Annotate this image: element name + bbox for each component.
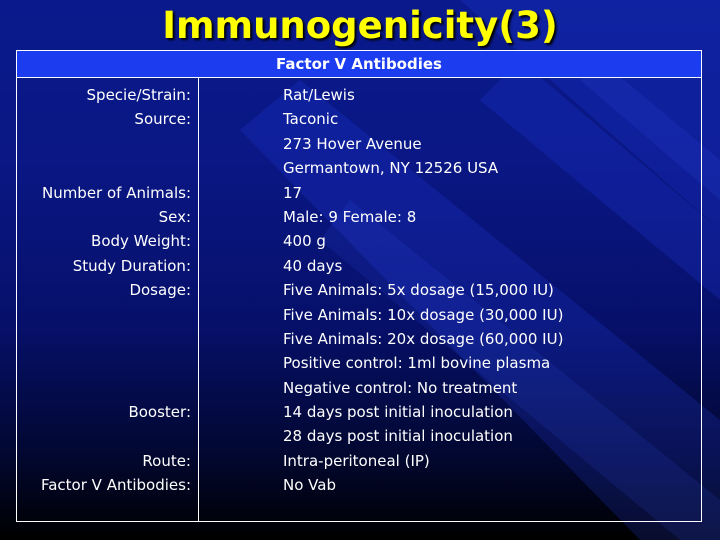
- value-dosage-20x: Five Animals: 20x dosage (60,000 IU): [283, 329, 564, 348]
- value-source: Taconic: [283, 110, 339, 129]
- label-blank: [41, 132, 191, 156]
- value-booster-28-days: 28 days post initial inoculation: [283, 427, 513, 446]
- label-booster: Booster:: [128, 403, 191, 422]
- label-blank: [41, 303, 191, 327]
- value-dosage-5x: Five Animals: 5x dosage (15,000 IU): [283, 281, 554, 300]
- value-booster-14-days: 14 days post initial inoculation: [283, 403, 513, 422]
- label-column: [41, 83, 191, 498]
- label-specie-strain: Specie/Strain:: [86, 86, 191, 104]
- value-address: 273 Hover Avenue: [283, 134, 422, 153]
- value-city: Germantown, NY 12526 USA: [283, 159, 499, 178]
- label-number-of-animals: Number of Animals:: [41, 183, 191, 202]
- label-blank: [41, 327, 191, 351]
- label-blank: [41, 156, 191, 180]
- info-table: [16, 50, 702, 522]
- label-blank: [41, 376, 191, 400]
- label-route: Route:: [142, 451, 191, 470]
- table-header: Factor V Antibodies: [17, 51, 701, 78]
- label-blank: [41, 424, 191, 448]
- label-sex: Sex:: [158, 207, 191, 226]
- value-negative-control: Negative control: No treatment: [283, 378, 518, 397]
- label-dosage: Dosage:: [129, 281, 191, 300]
- value-specie-strain: Rat/Lewis: [283, 86, 355, 104]
- column-divider: [198, 77, 199, 521]
- value-body-weight: 400 g: [283, 232, 326, 251]
- label-source: Source:: [134, 110, 191, 129]
- value-study-duration: 40 days: [283, 256, 343, 275]
- value-number-of-animals: 17: [283, 183, 303, 202]
- value-route: Intra-peritoneal (IP): [283, 451, 430, 470]
- value-positive-control: Positive control: 1ml bovine plasma: [283, 354, 551, 373]
- label-study-duration: Study Duration:: [72, 256, 191, 275]
- label-body-weight: Body Weight:: [91, 232, 191, 251]
- slide-title: Immunogenicity(3): [162, 4, 558, 47]
- value-dosage-10x: Five Animals: 10x dosage (30,000 IU): [283, 305, 564, 324]
- label-factor-v-antibodies: Factor V Antibodies:: [40, 476, 191, 495]
- value-factor-v-antibodies: No Vab: [283, 476, 336, 495]
- label-blank: [41, 351, 191, 375]
- value-column: [283, 83, 563, 498]
- value-sex: Male: 9 Female: 8: [283, 207, 417, 226]
